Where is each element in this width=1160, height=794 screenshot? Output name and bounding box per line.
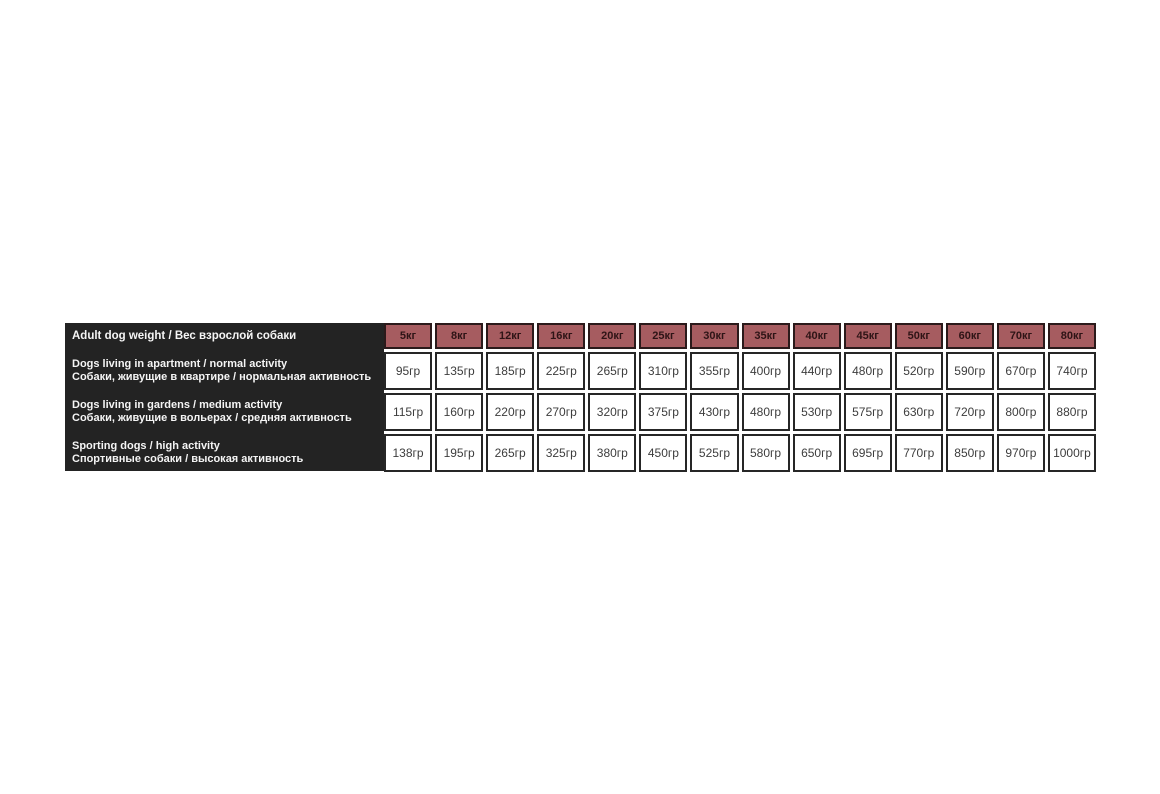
value-cell: 265гр [588, 352, 636, 390]
weight-header-cell: 8кг [435, 323, 483, 349]
value-cell: 380гр [588, 434, 636, 472]
value-cell: 195гр [435, 434, 483, 472]
value-cell: 720гр [946, 393, 994, 431]
row-label [65, 393, 384, 431]
weight-header-cell: 25кг [639, 323, 687, 349]
value-cell: 220гр [486, 393, 534, 431]
value-cell: 185гр [486, 352, 534, 390]
value-cell: 325гр [537, 434, 585, 472]
row-label-en: Dogs living in gardens / medium activity [72, 398, 283, 411]
value-cell: 770гр [895, 434, 943, 472]
value-cell: 525гр [690, 434, 738, 472]
value-cell: 580гр [742, 434, 790, 472]
value-cell: 320гр [588, 393, 636, 431]
weight-header-cell: 20кг [588, 323, 636, 349]
value-cell: 400гр [742, 352, 790, 390]
weight-header-cell: 30кг [690, 323, 738, 349]
value-cell: 850гр [946, 434, 994, 472]
row-label [65, 352, 384, 390]
data-grid [384, 323, 1096, 471]
value-cell: 355гр [690, 352, 738, 390]
value-cell: 430гр [690, 393, 738, 431]
value-cell: 800гр [997, 393, 1045, 431]
value-cell: 880гр [1048, 393, 1096, 431]
value-cell: 375гр [639, 393, 687, 431]
row-label-ru: Собаки, живущие в квартире / нормальная активность [72, 371, 372, 383]
value-cell: 135гр [435, 352, 483, 390]
value-cell: 520гр [895, 352, 943, 390]
row-label-ru: Собаки, живущие в вольерах / средняя активность [72, 412, 352, 424]
value-cell: 480гр [844, 352, 892, 390]
row-label-en: Sporting dogs / high activity [72, 439, 220, 452]
value-cell: 480гр [742, 393, 790, 431]
value-cell: 650гр [793, 434, 841, 472]
value-cell: 265гр [486, 434, 534, 472]
value-cell: 740гр [1048, 352, 1096, 390]
value-cell: 225гр [537, 352, 585, 390]
value-cell: 95гр [384, 352, 432, 390]
value-cell: 630гр [895, 393, 943, 431]
value-cell: 590гр [946, 352, 994, 390]
value-cell: 440гр [793, 352, 841, 390]
weight-header-cell: 40кг [793, 323, 841, 349]
value-cell: 115гр [384, 393, 432, 431]
weight-header-cell: 50кг [895, 323, 943, 349]
value-cell: 310гр [639, 352, 687, 390]
value-cell: 450гр [639, 434, 687, 472]
value-cell: 575гр [844, 393, 892, 431]
weight-header-cell: 80кг [1048, 323, 1096, 349]
weight-header-cell: 16кг [537, 323, 585, 349]
row-label-en: Dogs living in apartment / normal activity [72, 357, 288, 370]
weight-header-cell: 5кг [384, 323, 432, 349]
weight-header-cell: 12кг [486, 323, 534, 349]
table-title: Adult dog weight / Вес взрослой собаки [72, 330, 297, 342]
value-cell: 270гр [537, 393, 585, 431]
value-cell: 160гр [435, 393, 483, 431]
value-cell: 695гр [844, 434, 892, 472]
weight-header-cell: 60кг [946, 323, 994, 349]
weight-header-cell: 35кг [742, 323, 790, 349]
row-label-ru: Спортивные собаки / высокая активность [72, 453, 304, 465]
value-cell: 670гр [997, 352, 1045, 390]
value-cell: 1000гр [1048, 434, 1096, 472]
value-cell: 530гр [793, 393, 841, 431]
feeding-table [65, 323, 1096, 471]
row-label [65, 434, 384, 472]
value-cell: 138гр [384, 434, 432, 472]
weight-header-cell: 45кг [844, 323, 892, 349]
row-labels-column [65, 323, 384, 471]
value-cell: 970гр [997, 434, 1045, 472]
weight-header-cell: 70кг [997, 323, 1045, 349]
